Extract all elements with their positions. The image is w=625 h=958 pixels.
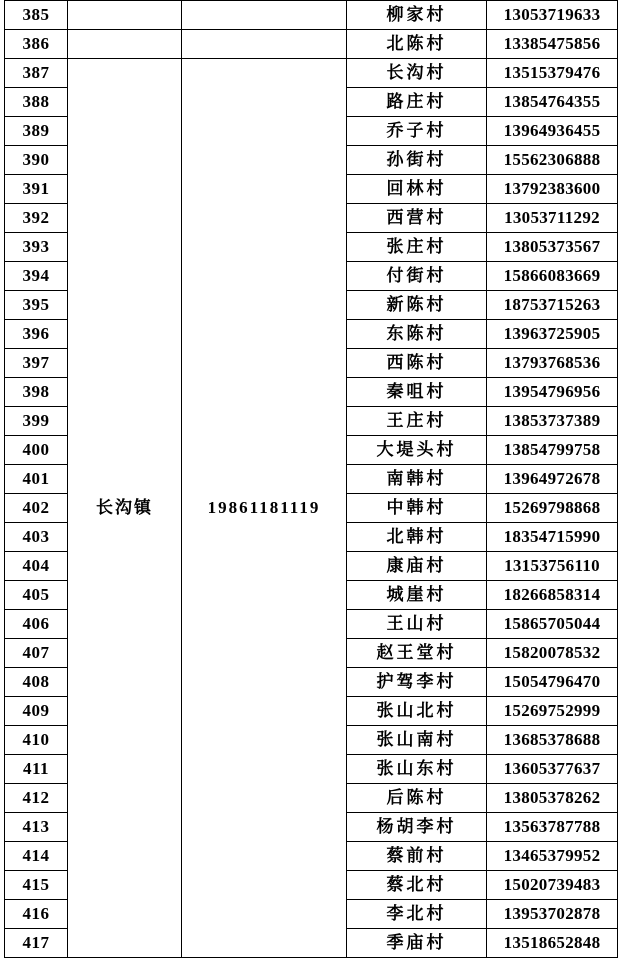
- row-index: 410: [5, 726, 68, 755]
- row-index: 385: [5, 1, 68, 30]
- village-name: 张山北村: [347, 697, 487, 726]
- table-body: [5, 1, 618, 958]
- row-index: 398: [5, 378, 68, 407]
- row-index: 397: [5, 349, 68, 378]
- village-phone: 15269752999: [487, 697, 618, 726]
- village-phone: 18354715990: [487, 523, 618, 552]
- village-name: 王庄村: [347, 407, 487, 436]
- village-phone: 13792383600: [487, 175, 618, 204]
- town-phone-cell-empty: [182, 30, 347, 59]
- row-index: 403: [5, 523, 68, 552]
- row-index: 395: [5, 291, 68, 320]
- row-index: 391: [5, 175, 68, 204]
- village-name: 赵王堂村: [347, 639, 487, 668]
- village-phone: 13964972678: [487, 465, 618, 494]
- village-name: 中韩村: [347, 494, 487, 523]
- village-phone: 13854799758: [487, 436, 618, 465]
- village-phone: 13805373567: [487, 233, 618, 262]
- village-name: 蔡前村: [347, 842, 487, 871]
- village-name: 北韩村: [347, 523, 487, 552]
- village-phone: 15866083669: [487, 262, 618, 291]
- village-phone: 13153756110: [487, 552, 618, 581]
- village-phone: 13515379476: [487, 59, 618, 88]
- village-name: 秦咀村: [347, 378, 487, 407]
- table-row: [5, 59, 618, 88]
- row-index: 387: [5, 59, 68, 88]
- row-index: 417: [5, 929, 68, 958]
- village-phone: 13053719633: [487, 1, 618, 30]
- village-name: 路庄村: [347, 88, 487, 117]
- village-phone: 15820078532: [487, 639, 618, 668]
- village-name: 张庄村: [347, 233, 487, 262]
- row-index: 392: [5, 204, 68, 233]
- row-index: 390: [5, 146, 68, 175]
- village-name: 季庙村: [347, 929, 487, 958]
- village-name: 乔子村: [347, 117, 487, 146]
- village-phone: 15562306888: [487, 146, 618, 175]
- row-index: 402: [5, 494, 68, 523]
- village-phone: 18753715263: [487, 291, 618, 320]
- village-phone: 13954796956: [487, 378, 618, 407]
- village-phone: 13853737389: [487, 407, 618, 436]
- row-index: 409: [5, 697, 68, 726]
- village-name: 王山村: [347, 610, 487, 639]
- village-name: 孙街村: [347, 146, 487, 175]
- town-phone-cell-empty: [182, 1, 347, 30]
- row-index: 394: [5, 262, 68, 291]
- village-name: 后陈村: [347, 784, 487, 813]
- village-contact-table: [4, 0, 618, 958]
- row-index: 388: [5, 88, 68, 117]
- row-index: 407: [5, 639, 68, 668]
- village-name: 回林村: [347, 175, 487, 204]
- village-name: 李北村: [347, 900, 487, 929]
- row-index: 393: [5, 233, 68, 262]
- village-phone: 18266858314: [487, 581, 618, 610]
- village-phone: 13963725905: [487, 320, 618, 349]
- village-name: 南韩村: [347, 465, 487, 494]
- village-name: 东陈村: [347, 320, 487, 349]
- row-index: 411: [5, 755, 68, 784]
- village-phone: 13964936455: [487, 117, 618, 146]
- village-name: 西营村: [347, 204, 487, 233]
- row-index: 414: [5, 842, 68, 871]
- village-name: 西陈村: [347, 349, 487, 378]
- row-index: 406: [5, 610, 68, 639]
- row-index: 404: [5, 552, 68, 581]
- village-phone: 13805378262: [487, 784, 618, 813]
- row-index: 386: [5, 30, 68, 59]
- village-name: 张山南村: [347, 726, 487, 755]
- town-phone: 19861181119: [182, 59, 347, 958]
- village-phone: 13518652848: [487, 929, 618, 958]
- town-name: 长沟镇: [68, 59, 182, 958]
- village-phone: 15020739483: [487, 871, 618, 900]
- village-phone: 13793768536: [487, 349, 618, 378]
- village-name: 蔡北村: [347, 871, 487, 900]
- village-name: 柳家村: [347, 1, 487, 30]
- village-name: 城崖村: [347, 581, 487, 610]
- table-row: [5, 1, 618, 30]
- table-row: [5, 30, 618, 59]
- village-phone: 15865705044: [487, 610, 618, 639]
- row-index: 412: [5, 784, 68, 813]
- row-index: 399: [5, 407, 68, 436]
- row-index: 413: [5, 813, 68, 842]
- row-index: 408: [5, 668, 68, 697]
- village-phone: 13854764355: [487, 88, 618, 117]
- row-index: 415: [5, 871, 68, 900]
- village-name: 杨胡李村: [347, 813, 487, 842]
- village-name: 长沟村: [347, 59, 487, 88]
- village-phone: 13953702878: [487, 900, 618, 929]
- village-name: 北陈村: [347, 30, 487, 59]
- town-cell-empty: [68, 30, 182, 59]
- village-name: 新陈村: [347, 291, 487, 320]
- village-phone: 15054796470: [487, 668, 618, 697]
- village-name: 付街村: [347, 262, 487, 291]
- row-index: 396: [5, 320, 68, 349]
- village-name: 康庙村: [347, 552, 487, 581]
- village-phone: 13385475856: [487, 30, 618, 59]
- town-cell-empty: [68, 1, 182, 30]
- row-index: 405: [5, 581, 68, 610]
- village-name: 护驾李村: [347, 668, 487, 697]
- row-index: 401: [5, 465, 68, 494]
- village-phone: 15269798868: [487, 494, 618, 523]
- village-phone: 13685378688: [487, 726, 618, 755]
- row-index: 389: [5, 117, 68, 146]
- row-index: 400: [5, 436, 68, 465]
- village-phone: 13053711292: [487, 204, 618, 233]
- village-name: 张山东村: [347, 755, 487, 784]
- village-phone: 13605377637: [487, 755, 618, 784]
- village-phone: 13465379952: [487, 842, 618, 871]
- village-name: 大堤头村: [347, 436, 487, 465]
- village-phone: 13563787788: [487, 813, 618, 842]
- row-index: 416: [5, 900, 68, 929]
